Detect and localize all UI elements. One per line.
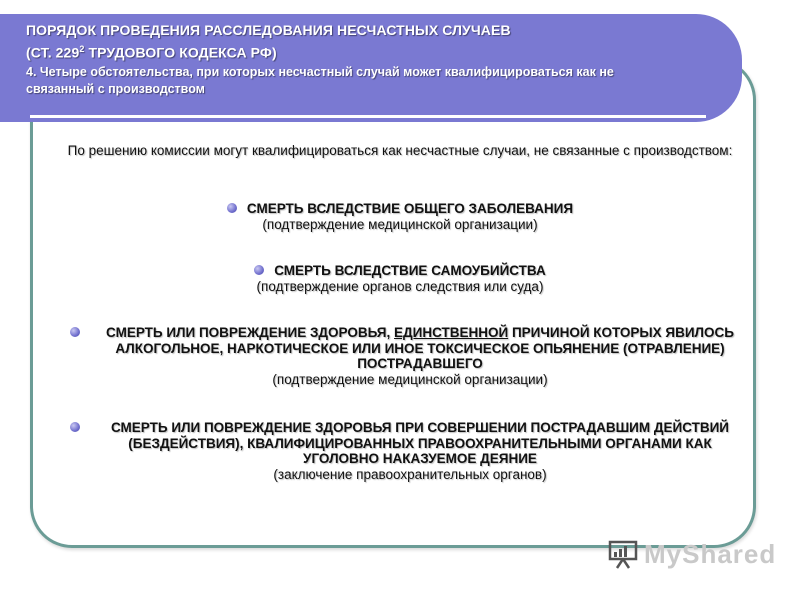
item-title-row bbox=[70, 420, 750, 467]
myshared-logo bbox=[608, 538, 776, 570]
item-title: СМЕРТЬ ИЛИ ПОВРЕЖДЕНИЕ ЗДОРОВЬЯ ПРИ СОВЕРШЕНИИ ПОСТРАДАВШИМ ДЕЙСТВИЙ (БЕЗДЕЙСТВИЯ), КВАЛИФИЦИРОВАННЫХ ПРАВООХРАНИТЕЛЬНЫМИ ОРГАНАМИ КАК УГОЛОВНО НАКАЗУЕМОЕ ДЕЯНИЕ bbox=[110, 420, 730, 466]
list-item bbox=[50, 201, 750, 233]
header-title-line1: ПОРЯДОК ПРОВЕДЕНИЯ РАССЛЕДОВАНИЯ НЕСЧАСТНЫХ СЛУЧАЕВ bbox=[26, 22, 511, 38]
header-divider bbox=[30, 115, 706, 118]
item-title: СМЕРТЬ ВСЛЕДСТВИЕ САМОУБИЙСТВА bbox=[274, 263, 546, 278]
item-note: (подтверждение медицинской организации) bbox=[262, 216, 538, 232]
bullet-icon bbox=[70, 327, 80, 337]
item-title-row bbox=[70, 325, 750, 372]
item-note: (подтверждение органов следствия или суда) bbox=[256, 278, 544, 294]
header-subtitle-line2: связанный с производством bbox=[26, 81, 205, 96]
header-title-line2 bbox=[26, 40, 726, 63]
list-item bbox=[50, 263, 750, 295]
header-title-line2-post: ТРУДОВОГО КОДЕКСА РФ) bbox=[84, 44, 277, 61]
list-item bbox=[70, 420, 750, 483]
header-title-line2-pre: (СТ. 229 bbox=[26, 44, 80, 61]
slide-header bbox=[0, 14, 742, 122]
item-note: (подтверждение медицинской организации) bbox=[272, 371, 548, 387]
presentation-board-icon bbox=[608, 539, 640, 569]
bullet-icon bbox=[227, 203, 237, 213]
list-item bbox=[70, 325, 750, 388]
item-title-part: ПРИЧИНОЙ КОТОРЫХ ЯВИЛОСЬ АЛКОГОЛЬНОЕ, НАРКОТИЧЕСКОЕ ИЛИ ИНОЕ ТОКСИЧЕСКОЕ ОПЬЯНЕНИЕ (ОТРАВЛЕНИЕ) ПОСТРАДАВШЕГО bbox=[115, 325, 734, 371]
bullet-icon bbox=[254, 265, 264, 275]
slide-body bbox=[50, 143, 750, 482]
header-subtitle-line1: 4. Четыре обстоятельства, при которых несчастный случай может квалифицироваться как не bbox=[26, 64, 614, 79]
item-title: СМЕРТЬ ВСЛЕДСТВИЕ ОБЩЕГО ЗАБОЛЕВАНИЯ bbox=[246, 201, 574, 216]
intro-text: По решению комиссии могут квалифицироваться как несчастные случаи, не связанные с производством: bbox=[67, 143, 733, 158]
item-title-row bbox=[50, 201, 750, 217]
logo-text: MyShared bbox=[644, 538, 777, 569]
item-title-underlined: ЕДИНСТВЕННОЙ bbox=[394, 325, 509, 340]
item-title-row bbox=[50, 263, 750, 279]
item-note: (заключение правоохранительных органов) bbox=[273, 466, 547, 482]
header-title-superscript: 2 bbox=[79, 44, 85, 54]
item-title-part: СМЕРТЬ ИЛИ ПОВРЕЖДЕНИЕ ЗДОРОВЬЯ, bbox=[106, 325, 395, 340]
bullet-icon bbox=[70, 422, 80, 432]
header-text bbox=[26, 21, 726, 98]
item-title bbox=[90, 325, 750, 372]
